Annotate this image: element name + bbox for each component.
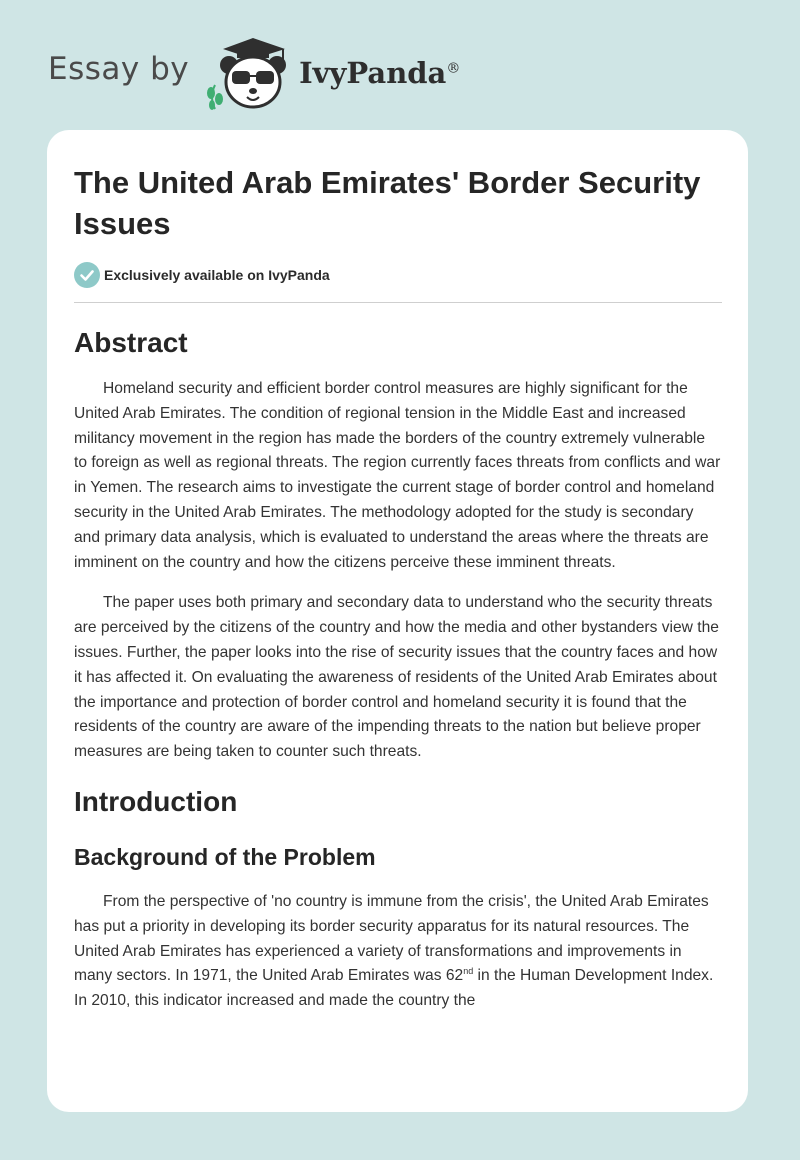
paragraph: From the perspective of 'no country is immune from the crisis', the United Arab Emirates has put a priority in developing its border security apparatus for its natural resources. The United Arab Emirates has experienced a variety of transformations and improvements in many sectors. In 1971, the United Arab Emirates was 62nd in the Human Development Index. In 2010, this indicator increased and made the country the — [74, 892, 714, 1010]
article-card — [47, 130, 748, 1112]
ivypanda-logo-icon[interactable] — [203, 35, 295, 113]
paragraph: Homeland security and efficient border control measures are highly significant for the United Arab Emirates. The condition of regional tension in the Middle East and increased militancy movement in the region has made the borders of the country extremely vulnerable to foreign as well as regional threats. The region currently faces threats from conflicts and war in Yemen. The research aims to investigate the current stage of border control and homeland security in the United Arab Emirates. The methodology adopted for the study is secondary and primary data analysis, which is evaluated to understand the areas where the threats are imminent on the country and how the citizens perceive these imminent threats. — [74, 380, 721, 571]
divider — [74, 302, 722, 303]
article-title: The United Arab Emirates' Border Security Issues — [74, 165, 701, 241]
section-heading-introduction: Introduction — [74, 785, 238, 817]
exclusive-badge-label: Exclusively available on IvyPanda — [104, 267, 330, 283]
paragraph: The paper uses both primary and secondary data to understand who the security threats are perceived by the citizens of the country and how the media and other bystanders view the issues. Further, the paper looks into the rise of security issues that the country faces and how it has affected it. On evaluating the awareness of residents of the United Arab Emirates about the importance and protection of border control and homeland security it is found that the residents of the country are aware of the impending threats to the nation but believe proper measures are being taken to counter such threats. — [74, 594, 719, 761]
check-circle-icon — [74, 262, 100, 288]
section-heading-abstract: Abstract — [74, 327, 188, 358]
subsection-heading-background: Background of the Problem — [74, 843, 376, 870]
exclusive-badge — [74, 262, 722, 288]
site-header — [48, 34, 548, 114]
essay-by-label: Essay by — [48, 51, 190, 87]
brand-name[interactable]: IvyPanda® — [299, 56, 461, 90]
